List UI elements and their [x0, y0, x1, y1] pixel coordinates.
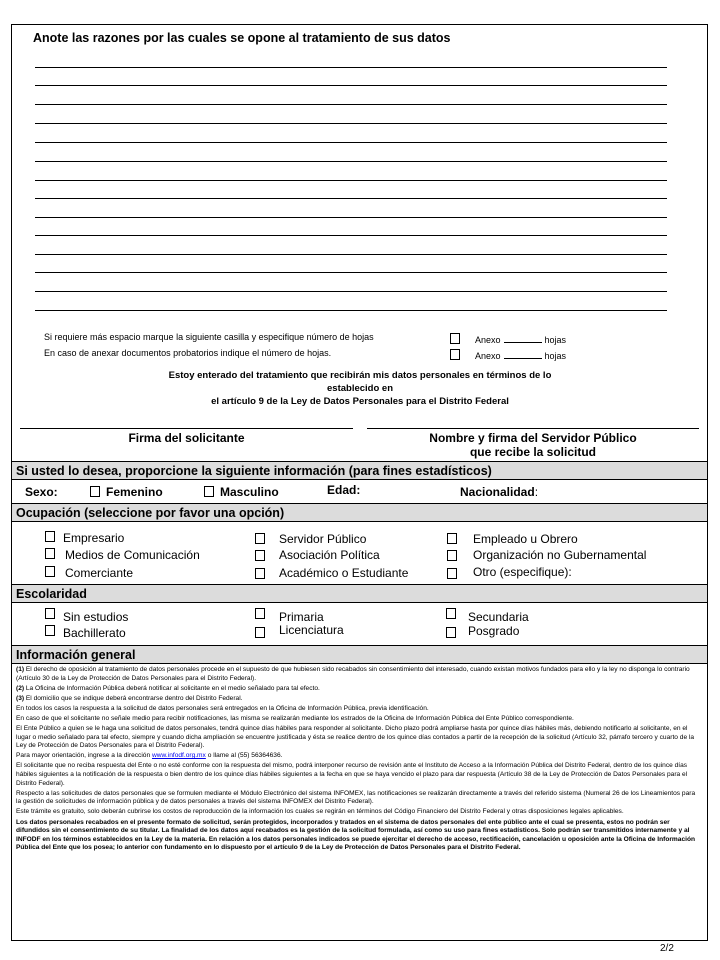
femenino-label: Femenino	[106, 485, 163, 499]
servidor-publico-label: Servidor Público	[279, 532, 367, 546]
nacionalidad-field[interactable]	[460, 485, 538, 499]
occupation-header: Ocupación (seleccione por favor una opción)	[12, 503, 707, 522]
education-header: Escolaridad	[12, 584, 707, 603]
stats-header: Si usted lo desea, proporcione la siguiente información (para fines estadísticos)	[12, 461, 707, 480]
hojas-label: hojas	[544, 351, 567, 361]
nacionalidad-label: Nacionalidad	[460, 485, 535, 499]
edad-label: Edad:	[327, 483, 361, 497]
bachillerato-checkbox[interactable]	[45, 625, 55, 636]
official-label-line-2: que recibe la solicitud	[469, 445, 597, 459]
otro-checkbox[interactable]	[447, 568, 457, 579]
note-7: Para mayor orientación, ingrese a la dirección www.infodf.org.mx o llame al (55) 56364636.	[16, 752, 283, 760]
consent-statement	[150, 369, 570, 408]
anexo-pages-input-1[interactable]	[504, 334, 542, 343]
ong-checkbox[interactable]	[447, 550, 457, 561]
applicant-signature-line[interactable]	[20, 428, 353, 429]
note-3: (3) El domicilio que se indique deberá encontrarse dentro del Distrito Federal.	[16, 694, 243, 702]
official-signature-label	[367, 431, 699, 459]
anexo-row-1	[475, 334, 566, 345]
sin-estudios-checkbox[interactable]	[45, 608, 55, 619]
empresario-label: Empresario	[63, 531, 125, 545]
annex-documents-text: En caso de anexar documentos probatorios indique el número de hojas.	[44, 348, 332, 358]
licenciatura-checkbox[interactable]	[255, 627, 265, 638]
servidor-publico-checkbox[interactable]	[255, 533, 265, 544]
medios-checkbox[interactable]	[45, 548, 55, 559]
anexo-label: Anexo	[475, 351, 501, 361]
nacionalidad-colon: :	[534, 485, 539, 499]
comerciante-checkbox[interactable]	[45, 566, 55, 577]
anexo-label: Anexo	[475, 335, 501, 345]
page-number: 2/2	[660, 943, 674, 954]
medios-label: Medios de Comunicación	[65, 548, 200, 562]
femenino-checkbox[interactable]	[90, 486, 100, 497]
secundaria-label: Secundaria	[468, 610, 529, 624]
primaria-label: Primaria	[279, 610, 324, 624]
empleado-label: Empleado u Obrero	[473, 532, 578, 546]
ong-label: Organización no Gubernamental	[473, 548, 647, 562]
note-5: En caso de que el solicitante no señale medio para recibir notificaciones, las misma se realizarán mediante los estrados de la Oficina de Información Pública del Ente Público correspondiente.	[16, 714, 574, 722]
masculino-checkbox[interactable]	[204, 486, 214, 497]
bachillerato-label: Bachillerato	[63, 626, 126, 640]
official-signature-line[interactable]	[367, 428, 699, 429]
comerciante-label: Comerciante	[65, 566, 134, 580]
empresario-checkbox[interactable]	[45, 531, 55, 542]
posgrado-label: Posgrado	[468, 624, 520, 638]
section-title: Anote las razones por las cuales se opone al tratamiento de sus datos	[33, 31, 451, 45]
otro-label: Otro (especifique):	[473, 565, 572, 579]
consent-line-2: el artículo 9 de la Ley de Datos Personales para el Distrito Federal	[211, 396, 509, 407]
asociacion-politica-checkbox[interactable]	[255, 550, 265, 561]
anexo-row-2	[475, 350, 566, 361]
extra-space-checkbox[interactable]	[450, 333, 460, 344]
asociacion-politica-label: Asociación Política	[279, 548, 380, 562]
note-8: El solicitante que no reciba respuesta del Ente o no esté conforme con la respuesta del mismo, podrá interponer recurso de revisión ante el Instituto de Acceso a la Información Pública del Distrito Federal, dentro de los quince días hábiles siguientes a la notificación de la respuesta o bien dentro de los quince días hábiles siguientes a la fecha en que se haya vencido el plazo para dar respuesta (Artículo 38 de la Ley de Protección de Datos Personales para el Distrito Federal).	[16, 762, 688, 787]
sin-estudios-label: Sin estudios	[63, 610, 129, 624]
masculino-label: Masculino	[220, 485, 279, 499]
note-6: El Ente Público a quien se le haga una solicitud de datos personales, tendrá quince días hábiles para responder al solicitante. Dicho plazo podrá ampliarse hasta por quince días hábiles más, debiendo notificarlo al solicitante, en el lugar o medio señalado para tal efecto, siempre y cuando dicha ampliación se encuentre justificada y ésta se realice dentro de los quince días contados a partir de la recepción de la solicitud (Artículo 32, párrafo tercero y cuarto de la Ley de Protección de Datos Personales para el Distrito Federal).	[16, 725, 695, 750]
academico-label: Académico o Estudiante	[279, 566, 409, 580]
empleado-checkbox[interactable]	[447, 533, 457, 544]
annex-documents-checkbox[interactable]	[450, 349, 460, 360]
extra-space-text: Si requiere más espacio marque la siguiente casilla y especifique número de hojas	[44, 332, 374, 342]
sexo-label: Sexo:	[25, 485, 58, 499]
consent-line-1: Estoy enterado del tratamiento que recibirán mis datos personales en términos de lo establecido en	[168, 370, 552, 394]
applicant-signature-label: Firma del solicitante	[128, 431, 245, 445]
primaria-checkbox[interactable]	[255, 608, 265, 619]
posgrado-checkbox[interactable]	[446, 627, 456, 638]
infodf-link[interactable]: www.infodf.org.mx	[151, 752, 206, 760]
hojas-label: hojas	[544, 335, 567, 345]
note-1: (1) El derecho de oposición al tratamiento de datos personales procede en el supuesto de que hubiesen sido recabados sin consentimiento del interesado, cuando existan motivos fundados para ello y la ley no disponga lo contrario (Artículo 30 de la Ley de Protección de Datos Personales para el Distrito Federal).	[16, 666, 690, 682]
general-info-text	[16, 666, 701, 854]
anexo-pages-input-2[interactable]	[504, 350, 542, 359]
academico-checkbox[interactable]	[255, 568, 265, 579]
note-4: En todos los casos la respuesta a la solicitud de datos personales será entregados en la Oficina de Información Pública, previa identificación.	[16, 704, 429, 712]
official-label-line-1: Nombre y firma del Servidor Público	[429, 431, 637, 445]
general-info-header: Información general	[12, 645, 707, 664]
note-11: Los datos personales recabados en el presente formato de solicitud, serán protegidos, incorporados y tratados en el sistema de datos personales del ente público ante el cual se presenta, estos no podrán ser difundidos sin el consentimiento de su titular. La finalidad de los datos aquí recabados es la gestión de la solicitud formulada, así como su uso para fines estadísticos. Solo podrán ser transmitidos internamente y al INFODF en los términos establecidos en la Ley de la materia. En relación a los datos personales indicados se puede ejercitar el derecho de acceso, rectificación, cancelación u oposición ante la Oficina de Información Pública del Ente que los posea; lo anterior con fundamento en lo dispuesto por el artículo 9 de la Ley de Protección de Datos Personales para el Distrito Federal.	[16, 818, 696, 852]
note-9: Respecto a las solicitudes de datos personales que se formulen mediante el Módulo Electrónico del sistema INFOMEX, las notificaciones se realizarán directamente a través del referido sistema (Numeral 26 de los Lineamientos para la gestión de solicitudes de información pública y de datos personales a través del sistema INFOMEX del Distrito Federal).	[16, 789, 696, 806]
secundaria-checkbox[interactable]	[446, 608, 456, 619]
licenciatura-label: Licenciatura	[279, 623, 344, 637]
note-2: (2) La Oficina de Información Pública deberá notificar al solicitante en el medio señalado para tal efecto.	[16, 684, 320, 692]
note-10: Este trámite es gratuito, solo deberán cubrirse los costos de reproducción de la información los cuales se regirán en términos del Código Financiero del Distrito Federal y otras disposiciones legales aplicables.	[16, 808, 624, 816]
